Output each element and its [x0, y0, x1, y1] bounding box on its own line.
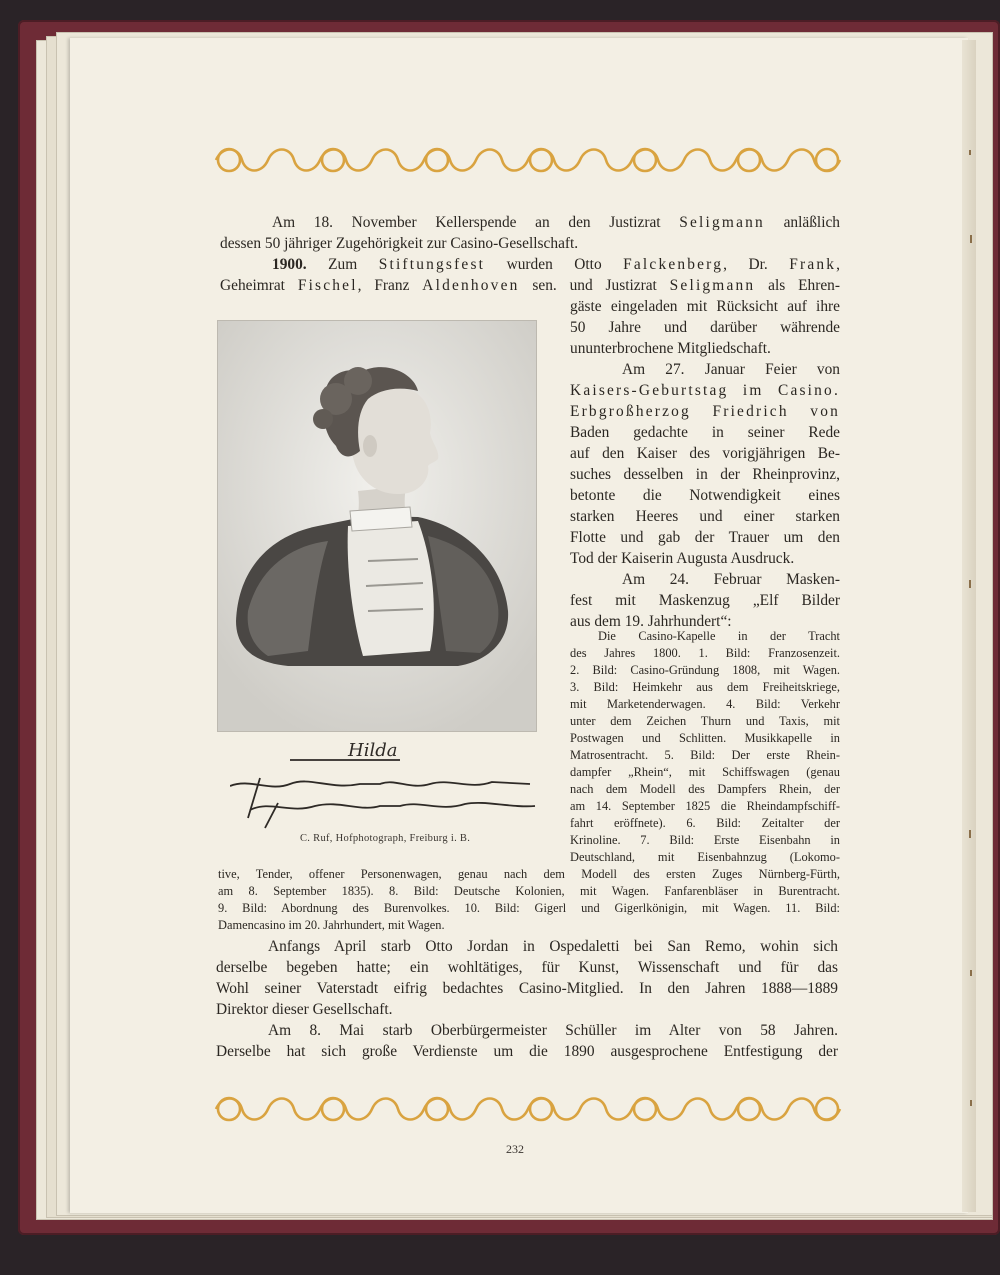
text-line: Anfangs April starb Otto Jordan in Ospedaletti bei San Remo, wohin sich	[268, 938, 838, 955]
text-line: 2. Bild: Casino-Gründung 1808, mit Wagen.	[570, 663, 840, 677]
text-line: Flotte und gab der Trauer um den	[570, 529, 840, 546]
text-line: Baden gedachte in seiner Rede	[570, 424, 840, 441]
text-line: betonte die Notwendigkeit eines	[570, 487, 840, 504]
text-line: 3. Bild: Heimkehr aus dem Freiheitskriege,	[570, 680, 840, 694]
text-line: 9. Bild: Abordnung des Burenvolkes. 10. Bild: Gigerl und Gigerlkönigin, mit Wagen. 11. Bild:	[218, 901, 840, 915]
text-line: Postwagen und Schlitten. Musikkapelle in	[570, 731, 840, 745]
text-line: unter dem Zeichen Thurn und Taxis, mit	[570, 714, 840, 728]
costume-list-full	[218, 866, 840, 934]
text-line: Damencasino im 20. Jahrhundert, mit Wagen.	[218, 918, 445, 932]
page-number: 232	[506, 1142, 524, 1156]
text-line: dessen 50 jähriger Zugehörigkeit zur Casino-Gesellschaft.	[220, 235, 579, 252]
text-line: aus dem 19. Jahrhundert“:	[570, 613, 732, 630]
text-line: Erbgroßherzog Friedrich von	[570, 403, 840, 420]
text-line: Kaisers-Geburtstag im Casino.	[570, 382, 840, 399]
text-line: fest mit Maskenzug „Elf Bilder	[570, 592, 840, 609]
text-line: Krinoline. 7. Bild: Erste Eisenbahn in	[570, 833, 840, 847]
text-line: fahrt eröffnete). 6. Bild: Zeitalter der	[570, 816, 840, 830]
photo-caption: C. Ruf, Hofphotograph, Freiburg i. B.	[300, 833, 471, 844]
text-line: Am 18. November Kellerspende an den Justizrat Seligmann anläßlich	[272, 214, 840, 231]
portrait-photo	[217, 320, 537, 732]
text-line: nach dem Modell des Dampfers Rhein, der	[570, 782, 840, 796]
right-column	[570, 296, 840, 632]
costume-list-right	[570, 628, 840, 866]
text-line: auf den Kaiser des vorigjährigen Be-	[570, 445, 840, 462]
text-line: des Jahres 1800. 1. Bild: Franzosenzeit.	[570, 646, 840, 660]
text-line: 50 Jahre und darüber währende	[570, 319, 840, 336]
top-ornament	[212, 143, 844, 177]
text-line: gäste eingeladen mit Rücksicht auf ihre	[570, 298, 840, 315]
text-line: derselbe begeben hatte; ein wohltätiges, für Kunst, Wissenschaft und für das	[216, 959, 838, 976]
text-line: 1900. Zum Stiftungsfest wurden Otto Falckenberg, Dr. Frank,	[272, 256, 841, 273]
bottom-paragraph	[216, 936, 838, 1062]
page-edge-marks	[966, 140, 976, 1140]
text-line: Am 27. Januar Feier von	[622, 361, 840, 378]
text-line: Matrosentracht. 5. Bild: Der erste Rhein-	[570, 748, 840, 762]
text-line: Am 8. Mai starb Oberbürgermeister Schüller im Alter von 58 Jahren.	[268, 1022, 838, 1039]
text-line: Geheimrat Fischel, Franz Aldenhoven sen. und Justizrat Seligmann als Ehren-	[220, 277, 840, 294]
text-line: Derselbe hat sich große Verdienste um die 1890 ausgesprochene Entfestigung der	[216, 1043, 838, 1060]
text-line: Am 24. Februar Masken-	[622, 571, 840, 588]
svg-text:Hilda: Hilda	[348, 740, 398, 761]
bottom-ornament	[212, 1092, 844, 1126]
top-paragraph	[220, 212, 840, 296]
text-line: Deutschland, mit Eisenbahnzug (Lokomo-	[570, 850, 840, 864]
text-line: tive, Tender, offener Personenwagen, genau nach dem Modell des ersten Zuges Nürnberg-Fürth,	[218, 867, 840, 881]
text-line: am 8. September 1835). 8. Bild: Deutsche Kolonien, mit Wagen. Fanfarenbläser in Burentracht.	[218, 884, 840, 898]
text-line: starken Heeres und einer starken	[570, 508, 840, 525]
text-line: dampfer „Rhein“, mit Schiffswagen (genau	[570, 765, 840, 779]
text-line: am 14. September 1825 die Rheindampfschiff-	[570, 799, 840, 813]
text-line: Wohl seiner Vaterstadt eifrig bedachtes Casino-Mitglied. In den Jahren 1888—1889	[216, 980, 838, 997]
text-line: Direktor dieser Gesellschaft.	[216, 1001, 393, 1018]
text-line: Tod der Kaiserin Augusta Ausdruck.	[570, 550, 795, 567]
text-line: Die Casino-Kapelle in der Tracht	[598, 629, 840, 643]
text-line: ununterbrochene Mitgliedschaft.	[570, 340, 771, 357]
text-line: mit Marketenderwagen. 4. Bild: Verkehr	[570, 697, 840, 711]
handwritten-signature	[230, 738, 540, 830]
text-line: suches desselben in der Rheinprovinz,	[570, 466, 840, 483]
